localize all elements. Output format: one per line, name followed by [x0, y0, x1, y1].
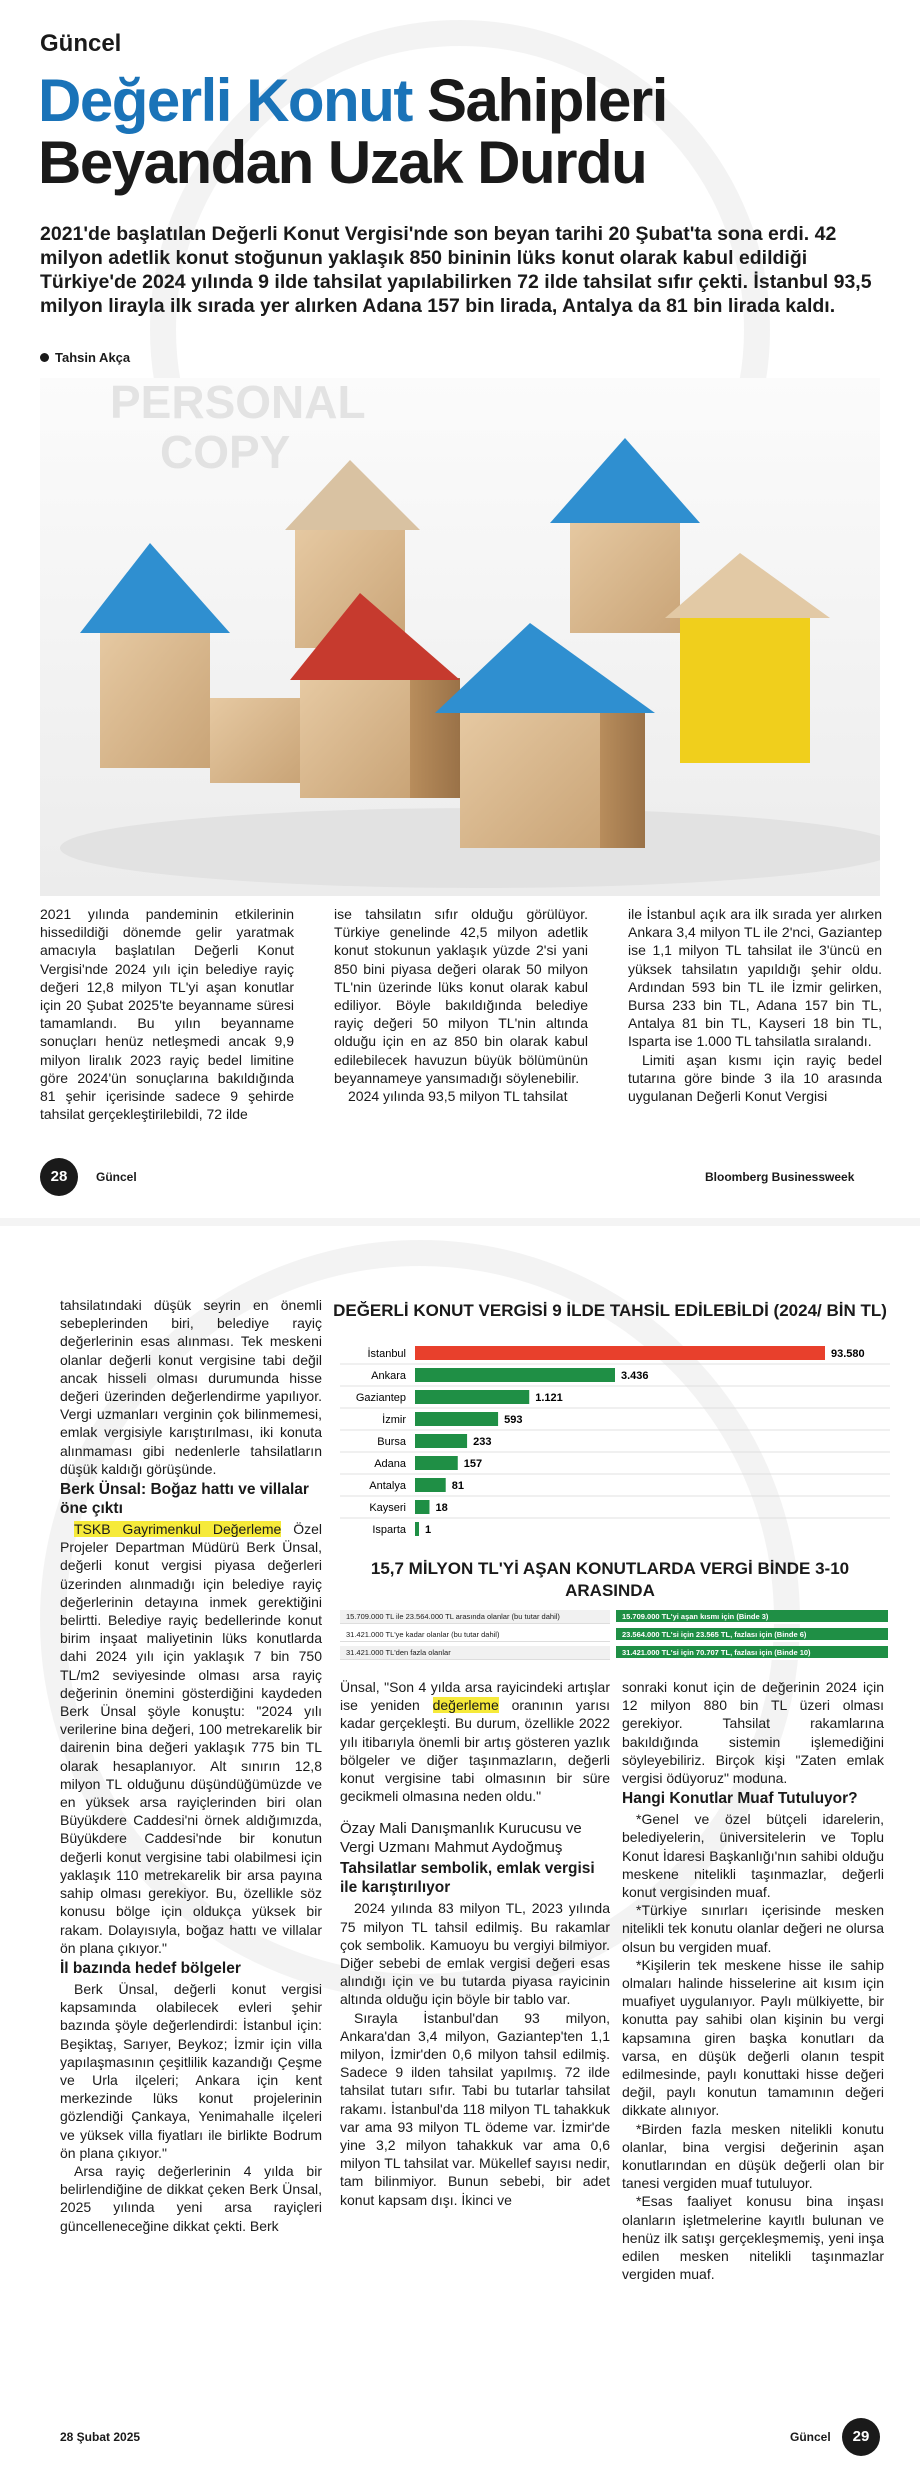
- footer-section: Güncel: [96, 1170, 137, 1184]
- category-label: Adana: [374, 1458, 406, 1470]
- headline-rest: Sahipleri: [427, 67, 667, 134]
- paragraph: sonraki konut için de değerinin 2024 için 12 milyon 880 bin TL üzeri olması gerekiyor. Tahsilat rakamlarına bakıldığında sistemin işlemediğini söyleyebiliriz. Birçok kişi "Zaten emlak vergisi ödüyoruz" moduna.: [622, 1679, 884, 1787]
- article-column-2: [334, 905, 588, 1105]
- houses-illustration: [40, 378, 880, 896]
- value-label: 233: [473, 1436, 492, 1448]
- svg-text:COPY: COPY: [160, 426, 291, 478]
- page-number-badge: 28: [40, 1158, 78, 1196]
- paragraph: Berk Ünsal, değerli konut vergisi kapsamında olabilecek evleri şehir bazında şöyle değerlendirdi: İstanbul için: Beşiktaş, Sarıyer, Beykoz; İzmir için villa yapılaşmasının çeşitlilik kazandığı Çeşme ve Urla ilçeleri; Ankara için kent merkezinde lüks konut projelerinin gözlendiği Çankaya, Yenimahalle ilçeleri ve yüksek villa fiyatları ile birlikte Bodrum ön plana çıkıyor.": [60, 1980, 322, 2161]
- category-label: Bursa: [377, 1436, 406, 1448]
- rate-value: 15.709.000 TL'yi aşan kısmı için (Binde 3): [616, 1610, 888, 1624]
- paragraph: ile İstanbul açık ara ilk sırada yer alırken Ankara 3,4 milyon TL ile 2'nci, Gaziantep ise 1,1 milyon TL tahsilat ile 3'üncü en yüksek tahsilatın yapıldığı şehir oldu. Ardından 593 bin TL ile İzmir gelirken, Bursa 233 bin TL, Adana 157 bin TL, Antalya 81 bin TL, Kayseri 18 bin TL, Isparta ise 1.000 TL tahsilatla sıralandı.: [628, 906, 882, 1050]
- value-label: 157: [463, 1458, 483, 1470]
- lede-paragraph: 2021'de başlatılan Değerli Konut Vergisi'nde son beyan tarihi 20 Şubat'ta sona erdi. 42 milyon adetlik konut stoğunun yaklaşık 850 bininin lüks konut olarak kabul edildiği Türkiye'de 2024 yılında 9 ilde tahsilat yapılabilirken 72 ilde tahsilat sıfır çekti. İstanbul 93,5 milyon lirayla ilk sırada yer alırken Adana 157 bin lirada, Antalya da 81 bin lirada kaldı.: [40, 223, 872, 317]
- bar: [415, 1456, 458, 1470]
- article-column-3: [628, 905, 882, 1105]
- chart-title: DEĞERLİ KONUT VERGİSİ 9 İLDE TAHSİL EDİLEBİLDİ (2024/ BİN TL): [333, 1301, 887, 1320]
- hero-photo-wooden-houses: [40, 378, 880, 896]
- rate-bracket: 31.421.000 TL'ye kadar olanlar (bu tutar dahil): [340, 1628, 610, 1642]
- rate-table-title: 15,7 MİLYON TL'Yİ AŞAN KONUTLARDA VERGİ BİNDE 3-10 ARASINDA: [370, 1559, 850, 1600]
- bar: [415, 1478, 446, 1492]
- footer-date: 28 Şubat 2025: [60, 2430, 141, 2444]
- bullet-paragraph: *Genel ve özel bütçeli idarelerin, belediyelerin, üniversitelerin ve Toplu Konut İdaresi Başkanlığı'nın sahibi olduğu meskene nitelikli taşınmazlar, değerli konut vergisinden muaf.: [622, 1811, 884, 1901]
- category-label: Kayseri: [369, 1502, 406, 1514]
- category-label: İstanbul: [367, 1348, 406, 1360]
- highlighted-text: TSKB Gayrimenkul Değerleme: [74, 1521, 282, 1538]
- paragraph: [60, 1520, 322, 1957]
- paragraph: tahsilatındaki düşük seyrin en önemli sebeplerinden biri, belediye rayiç değerlerinin esas alınması. Tek meskeni olanlar değerli konut vergisine tabi değil ancak hisseli olması durumunda hisse değeri üzerinden değerlendirme yapılıyor. Vergi uzmanları verginin çok bilinmemesi, emlak vergisiyle karıştırılması, iki konuta alınmaması gibi nedenlerle tahsilatların düşük kaldığı görüşünde.: [60, 1297, 322, 1477]
- value-label: 3.436: [621, 1370, 649, 1382]
- subheading: Tahsilatlar sembolik, emlak vergisi ile karıştırılıyor: [340, 1860, 595, 1897]
- rate-table: [340, 1610, 890, 1670]
- category-label: İzmir: [382, 1414, 406, 1426]
- article-column-a: [60, 1296, 322, 2235]
- paragraph: 2024 yılında 83 milyon TL, 2023 yılında 75 milyon TL tahsil edilmiş. Bu rakamlar çok sembolik. Kamuoyu bu vergiyi bilmiyor. Diğer sebebi de emlak vergisi değeri esas alındığı için ve bu tutarda piyasa rayicinin altında olduğu için böyle bir tablo var.: [340, 1900, 610, 2008]
- paragraph: 2024 yılında 93,5 milyon TL tahsilat: [348, 1088, 568, 1105]
- section-label: Güncel: [40, 30, 122, 57]
- category-label: Gaziantep: [355, 1392, 406, 1404]
- author-name: Tahsin Akça: [55, 350, 131, 365]
- bar: [415, 1522, 419, 1536]
- page-number-badge: 29: [842, 2418, 880, 2456]
- paragraph: Sırayla İstanbul'dan 93 milyon, Ankara'dan 3,4 milyon, Gaziantep'ten 1,1 milyon, İzmir'den 0,6 milyon tahsil edilmiş. Sadece 9 ilden tahsilat yapılmış. 72 ilde tahsilat tutarı sıfır. Tabi bu tutarlar tahsilat rakamı. İstanbul'da 118 milyon TL tahakkuk var ama 93 milyon TL ödeme var. İzmir'de yine 3,2 milyon tahakkuk var ama 0,6 milyon TL tahsilat var. Mükellef sayısı nedir, tam bilinmiyor. Bunun sebebi, bir adet konut kapsam dışı. İkinci ve: [340, 2009, 610, 2208]
- subheading: İl bazında hedef bölgeler: [60, 1959, 241, 1977]
- paragraph: 2021 yılında pandeminin etkilerinin hissedildiği dönemde gelir yaratmak amacıyla başlatılan Değerli Konut Vergisi'nde 2024 yılı için belediye rayiç değeri 12,8 milyon TL'yi aşan konutlar için 20 Şubat 2025'te beyanname süresi tamamlandı. Bu yılın beyanname sonuçları henüz netleşmedi ancak 9,9 milyon liralık 2023 rayiç bedel limitine göre 2024'ün sonuçlarına bakıldığında 81 şehir içerisinde sadece 9 şehirde tahsilat gerçekleştirilebildi, 72 ilde: [40, 906, 294, 1123]
- category-label: Antalya: [369, 1480, 406, 1492]
- rate-value: 23.564.000 TL'si için 23.565 TL, fazlası için (Binde 6): [616, 1628, 888, 1642]
- footer-brand: Bloomberg Businessweek: [705, 1170, 855, 1184]
- paragraph: Limiti aşan kısmı için rayiç bedel tutarına göre binde 3 ila 10 arasında uygulanan Değerli Konut Vergisi: [628, 1051, 882, 1105]
- value-label: 81: [451, 1480, 464, 1492]
- svg-text:PERSONAL: PERSONAL: [110, 378, 366, 428]
- category-label: Ankara: [371, 1370, 406, 1382]
- paragraph-text: oranının yarısı kadar gerçekleşti. Bu durum, özellikle 2022 yılı itibarıyla önemli bir artış gösteren yazlık bölgeler ve diğer taşınmazların, değerli konut vergisine tabi olmasının bir süre gecikmeli olmasına neden oldu.": [340, 1697, 610, 1805]
- bar-chart: [340, 1340, 890, 1550]
- highlighted-text: değerleme: [432, 1697, 499, 1714]
- paragraph: Arsa rayiç değerlerinin 4 yılda bir belirlendiğine de dikkat çeken Berk Ünsal, 2025 yılında yeni arsa rayiçleri güncelleneceğine dikkat çekti. Berk: [60, 2162, 322, 2234]
- bar: [415, 1412, 498, 1426]
- footer-section: Güncel: [790, 2430, 831, 2444]
- bullet-paragraph: *Birden fazla mesken nitelikli konutu olanlar, bina vergisi değerinin aşan konutlarından en düşük değerli olan bir tanesi vergiden muaf tutuluyor.: [622, 2120, 884, 2192]
- byline: [40, 350, 130, 365]
- bar: [415, 1368, 615, 1382]
- paragraph: ise tahsilatın sıfır olduğu görülüyor. Türkiye genelinde 42,5 milyon adetlik konut stokunun yaklaşık yüzde 2'si yani 850 bini piyasa değeri olarak 50 milyon TL'nin üzerinde lüks konut olarak kabul ediliyor. Böyle bakıldığında belediye rayiç değeri 50 milyon TL'nin altında olduğu için en az 850 bin olarak kabul edilebilecek havuzun büyük bölümünün beyannameye yansımadığı söylenebilir.: [334, 906, 588, 1086]
- bullet-icon: [40, 353, 49, 362]
- article-column-b: [340, 1678, 610, 2209]
- value-label: 593: [504, 1414, 523, 1426]
- paragraph-text: Ünsal, "Son 4 yılda arsa rayicindeki artışlar ise yeniden: [340, 1679, 610, 1714]
- sidebar-heading: Hangi Konutlar Muaf Tutuluyor?: [622, 1790, 858, 1808]
- subheading: Berk Ünsal: Boğaz hattı ve villalar öne çıktı: [60, 1481, 309, 1518]
- bar: [415, 1346, 825, 1360]
- source-line: Özay Mali Danışmanlık Kurucusu ve Vergi Uzmanı Mahmut Aydoğmuş: [340, 1820, 582, 1857]
- value-label: 18: [435, 1502, 448, 1514]
- value-label: 1: [425, 1524, 432, 1536]
- bullet-paragraph: *Esas faaliyet konusu bina inşası olanların işletmelerine kayıtlı bulunan ve henüz ilk satışı gerçekleşmemiş, yeni inşa edilen mesken nitelikli taşınmazlar vergiden muaf.: [622, 2193, 884, 2283]
- value-label: 1.121: [535, 1392, 563, 1404]
- bar: [415, 1500, 429, 1514]
- rate-bracket: 31.421.000 TL'den fazla olanlar: [340, 1646, 610, 1660]
- bar: [415, 1390, 529, 1404]
- rate-bracket: 15.709.000 TL ile 23.564.000 TL arasında olanlar (bu tutar dahil): [340, 1610, 610, 1624]
- page-divider: [0, 1218, 920, 1226]
- paragraph: [340, 1678, 610, 1805]
- category-label: Isparta: [372, 1524, 406, 1536]
- article-column-1: [40, 905, 294, 1123]
- headline-line2: Beyandan Uzak Durdu: [38, 129, 647, 196]
- rate-value: 31.421.000 TL'si için 70.707 TL, fazlası için (Binde 10): [616, 1646, 888, 1660]
- value-label: 93.580: [831, 1348, 865, 1360]
- bar: [415, 1434, 467, 1448]
- bullet-paragraph: *Kişilerin tek meskene hisse ile sahip olmaları halinde hisselerine ait kısım için muafiyet uygulanıyor. Paylı mülkiyette, bir konutta pay sahibi olan kişinin bu vergi kapsamına giren başka konutları da varsa, en düşük değerli olanın tespit edilmesinde, paylı konuttaki hisse değeri değil, paylı konutun tamamının değeri dikkate alınıyor.: [622, 1956, 884, 2119]
- headline-highlight: Değerli Konut: [38, 67, 412, 134]
- paragraph-text: Özel Projeler Departman Müdürü Berk Ünsal, değerli konut vergisi piyasa değerleri üzerinden alınmadığı için belediye rayiç değerlerinin detayına inmek gerektiğini belirtti. Belediye rayiç bedellerinde konut birim inşaat maliyetinin lüks konutlarda dahi 2024 yılı için yaklaşık 7 bin 750 TL/m2 seviyesinde olması arsa rayiç değerinin önemini gösterdiğini kaydeden Berk Ünsal şöyle konuştu: "2024 yılı verilerine bina değeri, 100 metrekarelik bir dairenin bina değeri yaklaşık 775 bin TL olarak hesaplanıyor. Alt sınırın 12,8 milyon TL olduğunu düşündüğümüzde ve en yüksek arsa rayiçlerinden biri olan Büyükdere Caddesi'ni örnek aldığımızda, Büyükdere Caddesi'nde bir konutun değerli konut vergisine tabi olabilmesi için yaklaşık 110 metrekarelik bir arsa payına sahip olması gerekiyor. Bu, özellikle söz konusu bölge için oldukça yüksek bir rakam. Dolayısıyla, boğaz hattı ve villalar ön plana çıkıyor.": [60, 1521, 322, 1956]
- article-column-c: [622, 1678, 884, 2284]
- headline: [38, 67, 898, 196]
- bullet-paragraph: *Türkiye sınırları içerisinde mesken nitelikli tek konutu olanlar değeri ne olursa olsun bu vergiden muaf.: [622, 1902, 884, 1955]
